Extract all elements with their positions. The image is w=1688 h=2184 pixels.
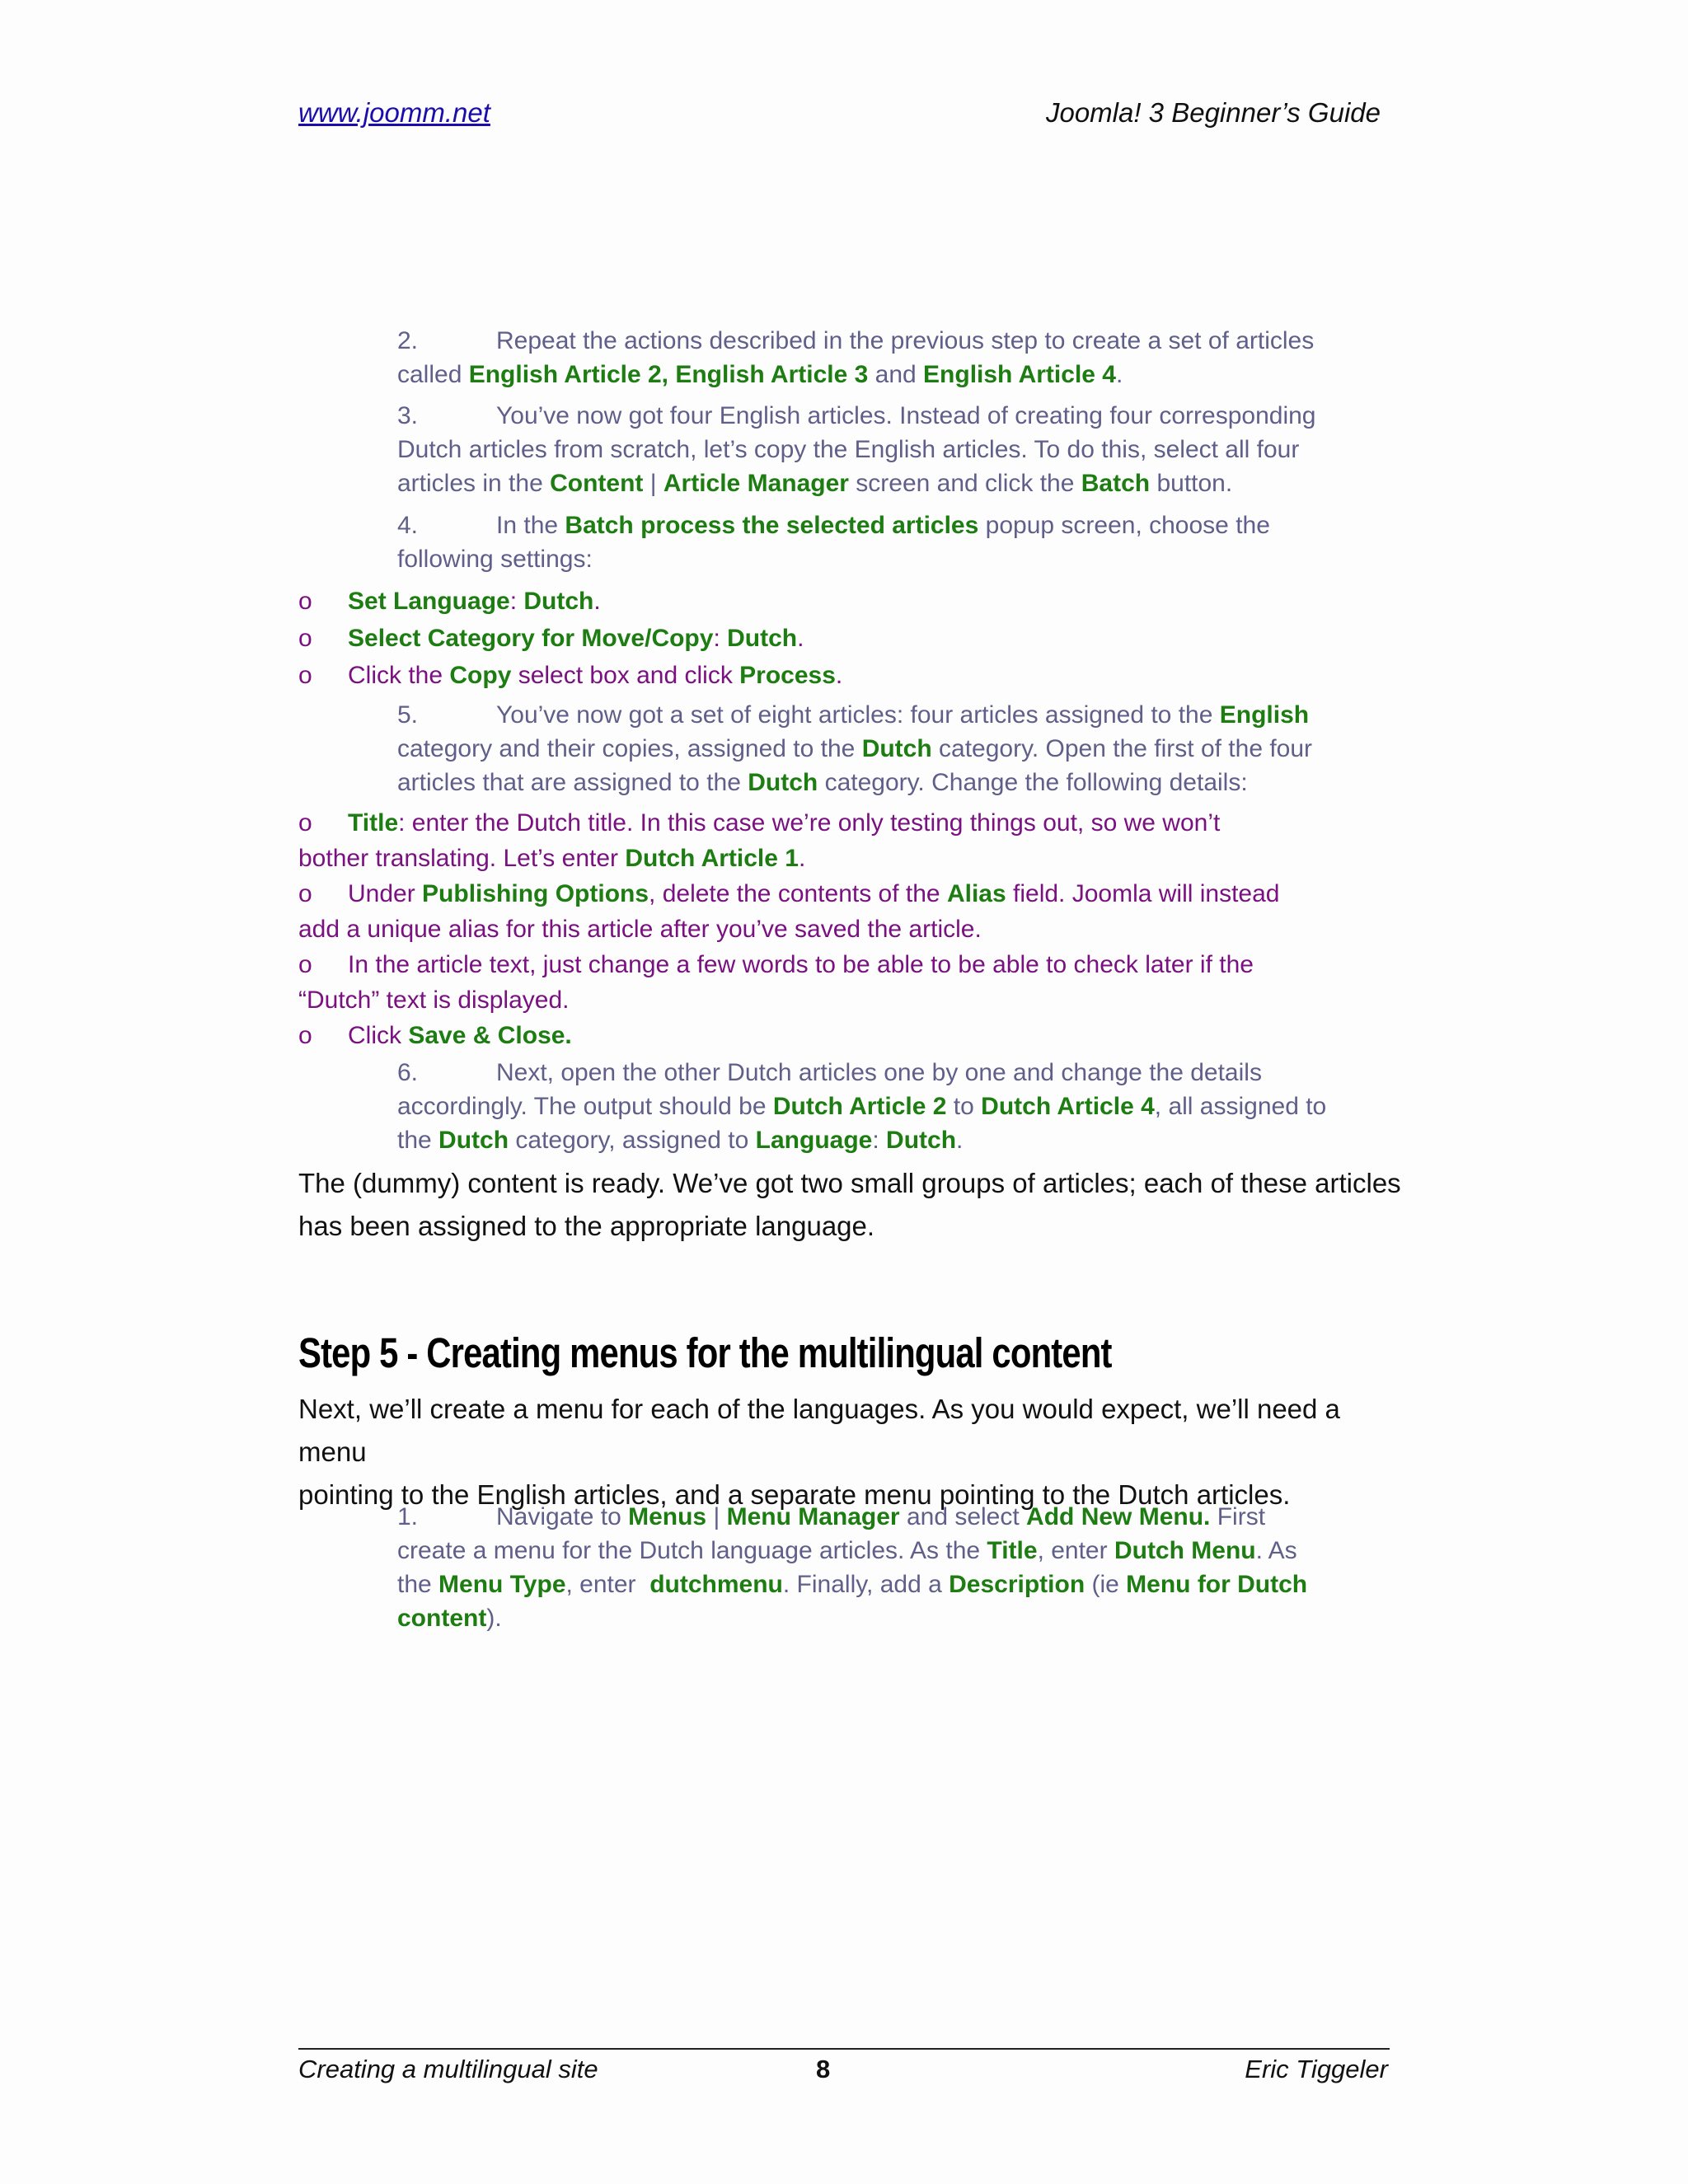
bold-term: Language	[755, 1127, 873, 1154]
paragraph-line: pointing to the English articles, and a separate menu pointing to the Dutch articles.	[298, 1479, 1291, 1510]
step-text: following settings:	[397, 546, 593, 573]
bold-term: Select Category for Move/Copy	[348, 625, 714, 652]
step-number: 3.	[397, 402, 419, 429]
bold-term: English Article 4	[923, 361, 1116, 388]
step-5	[397, 698, 1362, 799]
bold-term: Save & Close.	[408, 1022, 572, 1049]
footer-author: Eric Tiggeler	[1245, 2055, 1388, 2083]
bullet-text: : enter the Dutch title. In this case we’re only testing things out, so we won’t	[398, 809, 1221, 837]
bullet-marker: o	[298, 880, 312, 907]
bullet-text: In the article text, just change a few words to be able to be able to check later if the	[348, 951, 1254, 978]
section-heading: Step 5 - Creating menus for the multilingual content	[298, 1329, 1112, 1376]
bullet-text: :	[713, 625, 728, 652]
bullet-item	[298, 1018, 1370, 1053]
bold-term: dutchmenu	[649, 1571, 783, 1598]
bold-term: Add New Menu.	[1026, 1503, 1211, 1530]
bullet-text: .	[797, 625, 804, 652]
bold-term: Dutch	[886, 1127, 957, 1154]
step-4	[397, 509, 1362, 576]
bullet-marker: o	[298, 951, 312, 978]
bold-term: Process	[739, 662, 836, 689]
bullet-text: select box and click	[511, 662, 740, 689]
bold-term: Content	[550, 470, 644, 497]
bold-term: Dutch Article 2	[772, 1093, 947, 1120]
bold-term: Menus	[628, 1503, 707, 1530]
bullet-text: :	[509, 588, 524, 615]
bullet-text: , delete the contents of the	[649, 880, 947, 907]
paragraph-line: Next, we’ll create a menu for each of the languages. As you would expect, we’ll need a menu	[298, 1394, 1340, 1467]
bullet-text: “Dutch” text is displayed.	[298, 987, 570, 1014]
step-text: You’ve now got four English articles. Instead of creating four corresponding	[496, 402, 1316, 429]
step-text: , enter	[565, 1571, 650, 1598]
site-link[interactable]: www.joomm.net	[298, 97, 490, 128]
bullet-marker: o	[298, 588, 312, 615]
bullet-marker: o	[298, 662, 312, 689]
step-text: ).	[486, 1605, 502, 1632]
step-text: , enter	[1037, 1537, 1114, 1564]
paragraph-line: The (dummy) content is ready. We’ve got two small groups of articles; each of these articles	[298, 1168, 1401, 1198]
bold-term: Dutch Menu	[1114, 1537, 1256, 1564]
bold-term: Article Manager	[663, 470, 849, 497]
bold-term: Dutch	[727, 625, 798, 652]
step-2	[397, 324, 1362, 391]
step-6	[397, 1056, 1362, 1157]
step-text: category. Open the first of the four	[931, 735, 1313, 762]
step-1-menus	[397, 1500, 1362, 1635]
bold-term: Title	[348, 809, 399, 837]
step-text: :	[872, 1127, 887, 1154]
step-text: Next, open the other Dutch articles one by one and change the details	[496, 1059, 1262, 1086]
page-number: 8	[816, 2055, 831, 2083]
bullet-item	[298, 658, 842, 693]
step-text: category. Change the following details:	[818, 769, 1248, 796]
step-text: Repeat the actions described in the previous step to create a set of articles	[496, 327, 1315, 354]
step-text: and select	[899, 1503, 1027, 1530]
step-number: 2.	[397, 327, 419, 354]
paragraph-line: has been assigned to the appropriate language.	[298, 1211, 875, 1241]
step-text: . Finally, add a	[782, 1571, 950, 1598]
bold-term: Dutch Article 1	[625, 845, 799, 872]
step-text: articles that are assigned to the	[397, 769, 748, 796]
step-text: |	[643, 470, 663, 497]
step-text: popup screen, choose the	[978, 512, 1270, 539]
bold-term: Dutch	[861, 735, 932, 762]
step-text: . As	[1255, 1537, 1297, 1564]
bullet-text: add a unique alias for this article after you’ve saved the article.	[298, 916, 982, 943]
bold-term: Alias	[946, 880, 1006, 907]
step-text: create a menu for the Dutch language articles. As the	[397, 1537, 987, 1564]
bold-term: Batch process the selected articles	[565, 512, 979, 539]
bullet-item	[298, 621, 804, 656]
bold-term: Batch	[1081, 470, 1151, 497]
bullet-item	[298, 876, 1370, 947]
bold-term: Menu for Dutch	[1126, 1571, 1308, 1598]
bold-term: Copy	[449, 662, 512, 689]
paragraph	[298, 1162, 1403, 1248]
bullet-item	[298, 583, 601, 619]
step-text: screen and click the	[848, 470, 1081, 497]
step-text: In the	[496, 512, 565, 539]
bullet-text: .	[593, 588, 601, 615]
bold-term: Menu Type	[438, 1571, 566, 1598]
bold-term: Dutch Article 4	[981, 1093, 1155, 1120]
bullet-marker: o	[298, 1022, 312, 1049]
step-number: 5.	[397, 701, 419, 729]
step-text: First	[1210, 1503, 1266, 1530]
step-text: button.	[1150, 470, 1233, 497]
step-text: and	[868, 361, 924, 388]
book-title: Joomla! 3 Beginner’s Guide	[1045, 97, 1381, 128]
paragraph	[298, 1388, 1403, 1516]
bullet-marker: o	[298, 809, 312, 837]
bold-term: Title	[987, 1537, 1038, 1564]
step-text: the	[397, 1127, 439, 1154]
bullet-text: Click the	[348, 662, 450, 689]
step-text: category, assigned to	[509, 1127, 756, 1154]
step-text: to	[946, 1093, 982, 1120]
bullet-text: bother translating. Let’s enter	[298, 845, 626, 872]
footer-rule	[298, 2048, 1390, 2050]
bold-term: Dutch	[523, 588, 594, 615]
bullet-text: Under	[348, 880, 423, 907]
step-3	[397, 399, 1362, 500]
step-text: articles in the	[397, 470, 551, 497]
step-text: , all assigned to	[1154, 1093, 1327, 1120]
bullet-marker: o	[298, 625, 312, 652]
bullet-text: .	[835, 662, 843, 689]
step-text: Dutch articles from scratch, let’s copy the English articles. To do this, select all four	[397, 436, 1300, 463]
step-text: |	[706, 1503, 727, 1530]
bullet-item	[298, 805, 1370, 876]
step-text: (ie	[1085, 1571, 1127, 1598]
step-number: 1.	[397, 1503, 419, 1530]
bold-term: Dutch	[748, 769, 818, 796]
step-number: 6.	[397, 1059, 419, 1086]
bullet-text: .	[798, 845, 806, 872]
bold-term: Description	[949, 1571, 1085, 1598]
step-text: accordingly. The output should be	[397, 1093, 773, 1120]
bullet-text: Click	[348, 1022, 409, 1049]
step-text: .	[1115, 361, 1123, 388]
bold-term: content	[397, 1605, 487, 1632]
step-text: You’ve now got a set of eight articles: four articles assigned to the	[496, 701, 1220, 729]
bold-term: Dutch	[438, 1127, 509, 1154]
bold-term: Publishing Options	[422, 880, 649, 907]
bold-term: English	[1219, 701, 1310, 729]
bullet-text: field. Joomla will instead	[1006, 880, 1280, 907]
bold-term: English Article 2, English Article 3	[468, 361, 869, 388]
bold-term: Menu Manager	[726, 1503, 900, 1530]
bullet-item	[298, 947, 1370, 1018]
step-text: called	[397, 361, 469, 388]
step-text: .	[956, 1127, 964, 1154]
step-text: category and their copies, assigned to the	[397, 735, 862, 762]
step-number: 4.	[397, 512, 419, 539]
footer-chapter: Creating a multilingual site	[298, 2055, 598, 2083]
step-text: the	[397, 1571, 439, 1598]
step-text: Navigate to	[496, 1503, 629, 1530]
bold-term: Set Language	[348, 588, 510, 615]
